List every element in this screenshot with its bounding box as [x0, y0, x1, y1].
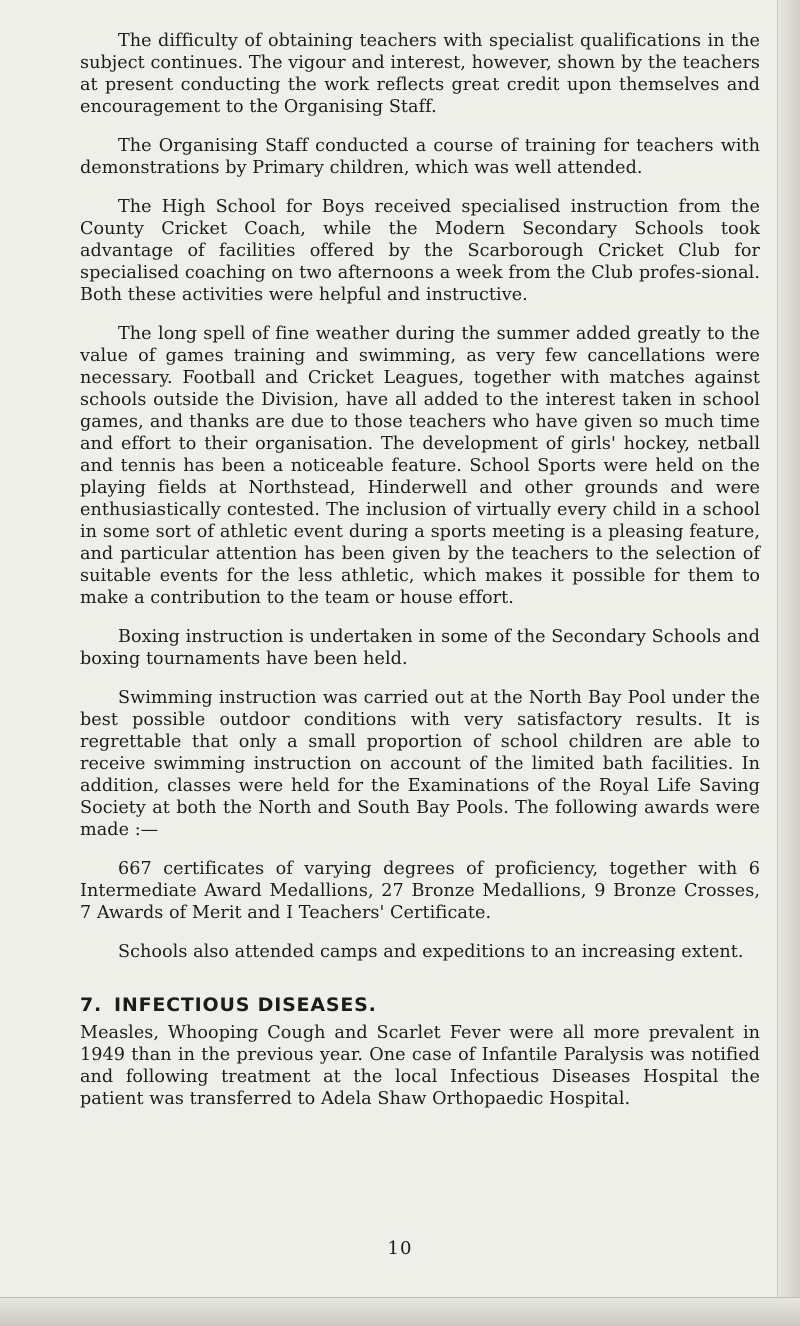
page-bottom-edge: [0, 1297, 800, 1326]
paragraph-infectious-diseases: Measles, Whooping Cough and Scarlet Fever were all more prevalent in 1949 than in the previous year. One case of Infantile Paralysis was notified and following treatment at the local Infectious Diseases Hospital the patient was transferred to Adela Shaw Orthopaedic Hospital.: [80, 1023, 760, 1109]
page-number: 10: [387, 1238, 413, 1259]
section-title: INFECTIOUS DISEASES.: [114, 994, 377, 1016]
paragraph-training-course: The Organising Staff conducted a course of training for teachers with demonstrations by Primary children, which was well attended.: [80, 136, 760, 178]
paragraph-swimming: Swimming instruction was carried out at the North Bay Pool under the best possible outdoor conditions with very satisfactory results. It is regrettable that only a small proportion of school children are able to receive swimming instruction on account of the limited bath facilities. In addition, classes were held for the Examinations of the Royal Life Saving Society at both the North and South Bay Pools. The following awards were made :—: [80, 688, 760, 840]
paragraph-cricket-coaching: The High School for Boys received specialised instruction from the County Cricket Coach, while the Modern Secondary Schools took advantage of facilities offered by the Scarborough Cricket Club for specialised coaching on two afternoons a week from the Club profes-sional. Both these activities were helpful and instructive.: [80, 197, 760, 305]
paragraph-awards: 667 certificates of varying degrees of proficiency, together with 6 Intermediate Award Medallions, 27 Bronze Medallions, 9 Bronze Crosses, 7 Awards of Merit and I Teachers' Certificate.: [80, 859, 760, 923]
paragraph-games-and-sports: The long spell of fine weather during the summer added greatly to the value of games training and swimming, as very few cancellations were necessary. Football and Cricket Leagues, together with matches against schools outside the Division, have all added to the interest taken in school games, and thanks are due to those teachers who have given so much time and effort to their organisation. The development of girls' hockey, netball and tennis has been a noticeable feature. School Sports were held on the playing fields at Northstead, Hinderwell and other grounds and were enthusiastically contested. The inclusion of virtually every child in a school in some sort of athletic event during a sports meeting is a pleasing feature, and particular attention has been given by the teachers to the selection of suitable events for the less athletic, which makes it possible for them to make a contribution to the team or house effort.: [80, 324, 760, 608]
section-number: 7.: [80, 994, 103, 1016]
section-heading-infectious-diseases: [80, 994, 760, 1016]
page-right-edge: [777, 0, 800, 1326]
paragraph-camps: Schools also attended camps and expeditions to an increasing extent.: [118, 942, 744, 962]
paragraph-specialist-teachers: The difficulty of obtaining teachers with specialist qualifications in the subject continues. The vigour and interest, however, shown by the teachers at present conducting the work reflects great credit upon themselves and encouragement to the Organising Staff.: [80, 31, 760, 117]
page-content: [80, 30, 760, 1110]
paragraph-boxing: Boxing instruction is undertaken in some of the Secondary Schools and boxing tournaments have been held.: [80, 627, 760, 669]
